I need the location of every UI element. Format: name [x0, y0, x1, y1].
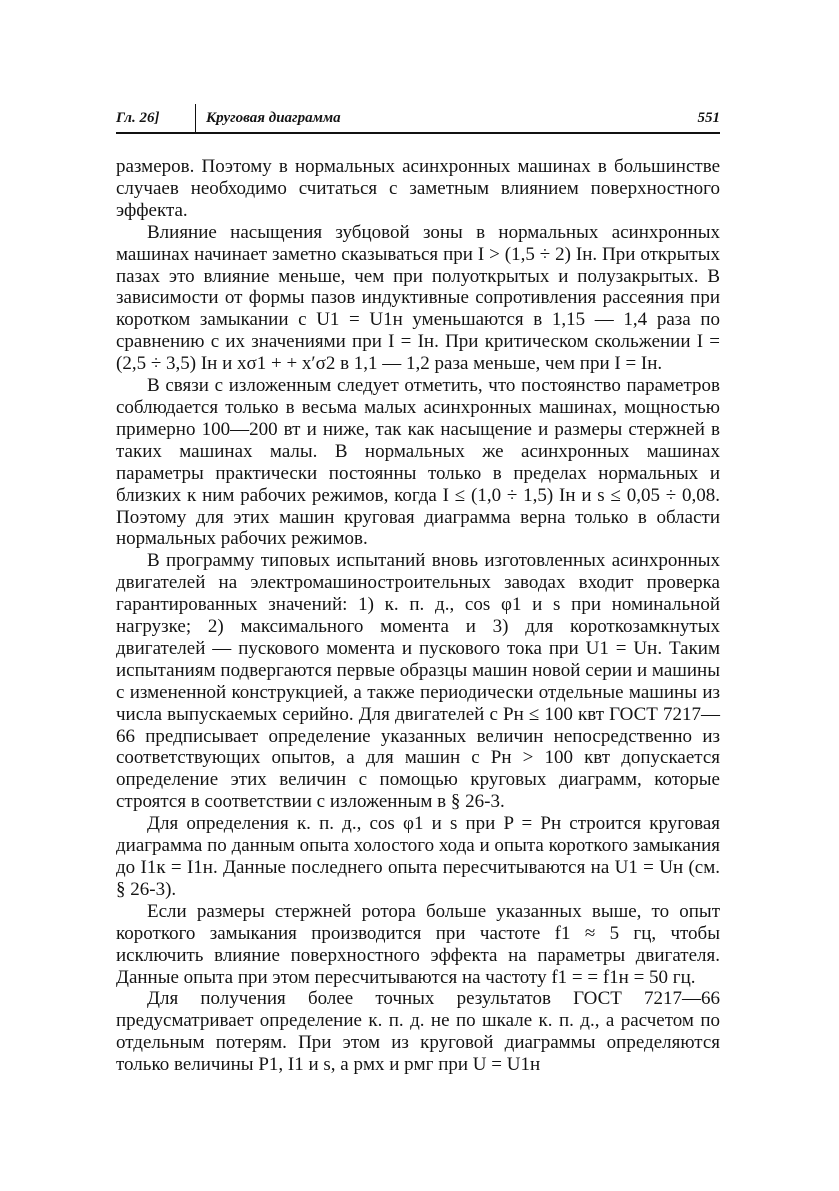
chapter-label: Гл. 26]	[116, 110, 160, 126]
body-text	[116, 156, 720, 1076]
paragraph: Для получения более точных результатов ГОСТ 7217—66 предусматривает определение к. п. д. не по шкале к. п. д., а расчетом по отдельным потерям. При этом из круговой диаграммы определяются только величины P1, I1 и s, а pмх и pмг при U = U1н	[116, 988, 720, 1076]
page-number: 551	[697, 110, 720, 126]
paragraph: Если размеры стержней ротора больше указанных выше, то опыт короткого замыкания производится при частоте f1 ≈ 5 гц, чтобы исключить влияние поверхностного эффекта на параметры двигателя. Данные опыта при этом пересчитываются на частоту f1 = = f1н = 50 гц.	[116, 900, 720, 988]
section-title: Круговая диаграмма	[206, 110, 341, 126]
paragraph: В связи с изложенным следует отметить, что постоянство параметров соблюдается только в весьма малых асинхронных машинах, мощностью примерно 100—200 вт и ниже, так как насыщение и размеры стержней в таких машинах малы. В нормальных же асинхронных машинах параметры практически постоянны только в пределах нормальных и близких к ним рабочих режимов, когда I ≤ (1,0 ÷ 1,5) Iн и s ≤ 0,05 ÷ 0,08. Поэтому для этих машин круговая диаграмма верна только в области нормальных рабочих режимов.	[116, 375, 720, 550]
paragraph: размеров. Поэтому в нормальных асинхронных машинах в большинстве случаев необходимо считаться с заметным влиянием поверхностного эффекта.	[116, 156, 720, 221]
paragraph: Влияние насыщения зубцовой зоны в нормальных асинхронных машинах начинает заметно сказываться при I > (1,5 ÷ 2) Iн. При открытых пазах это влияние меньше, чем при полуоткрытых и полузакрытых. В зависимости от формы пазов индуктивные сопротивления рассеяния при коротком замыкании с U1 = U1н уменьшаются в 1,15 — 1,4 раза по сравнению с их значениями при I = Iн. При критическом скольжении I = (2,5 ÷ 3,5) Iн и xσ1 + + x′σ2 в 1,1 — 1,2 раза меньше, чем при I = Iн.	[116, 221, 720, 375]
running-head	[116, 104, 720, 134]
header-divider	[195, 104, 196, 132]
paragraph: В программу типовых испытаний вновь изготовленных асинхронных двигателей на электромашиностроительных заводах входит проверка гарантированных значений: 1) к. п. д., cos φ1 и s при номинальной нагрузке; 2) максимального момента и 3) для короткозамкнутых двигателей — пускового момента и пускового тока при U1 = Uн. Таким испытаниям подвергаются первые образцы машин новой серии и машины с измененной конструкцией, а также периодически отдельные машины из числа выпускаемых серийно. Для двигателей с Pн ≤ 100 квт ГОСТ 7217—66 предписывает определение указанных величин непосредственно из соответствующих опытов, а для машин с Pн > 100 квт допускается определение этих величин с помощью круговых диаграмм, которые строятся в соответствии с изложенным в § 26-3.	[116, 550, 720, 813]
paragraph: Для определения к. п. д., cos φ1 и s при P = Pн строится круговая диаграмма по данным опыта холостого хода и опыта короткого замыкания до I1к = I1н. Данные последнего опыта пересчитываются на U1 = Uн (см. § 26-3).	[116, 813, 720, 900]
